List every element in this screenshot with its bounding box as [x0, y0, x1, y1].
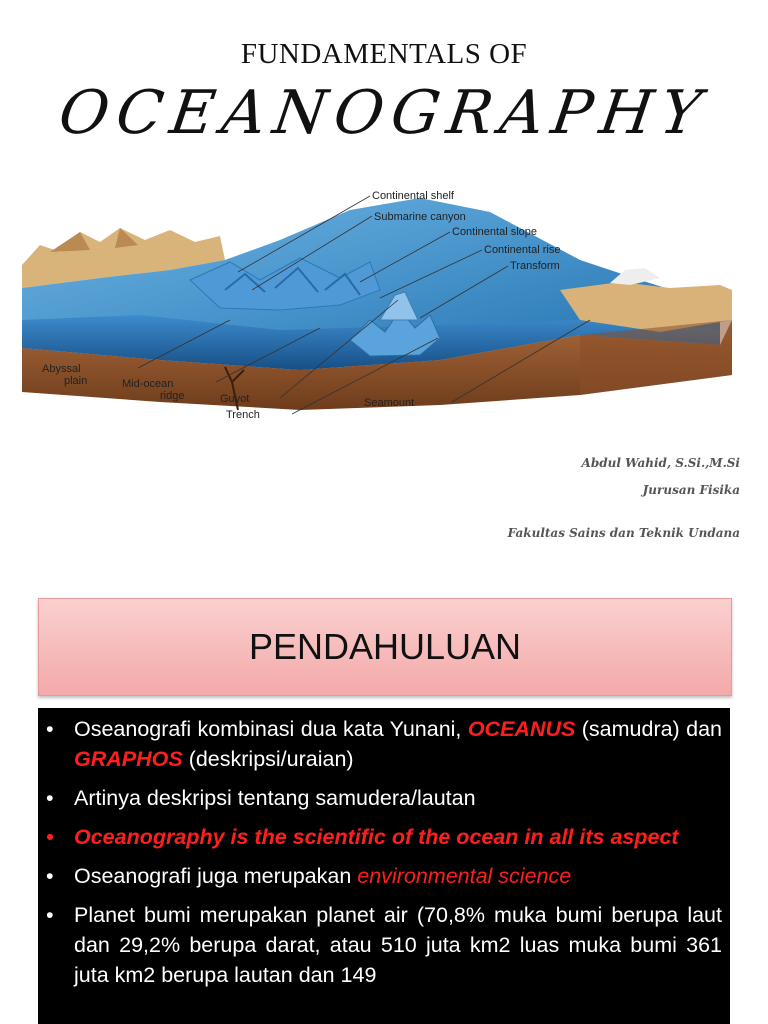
department: Jurusan Fisika: [642, 483, 740, 497]
main-title: OCEANOGRAPHY: [54, 78, 714, 148]
slide-heading: PENDAHULUAN: [248, 626, 522, 667]
label-trench: Trench: [226, 409, 260, 421]
heading-banner: [38, 598, 732, 696]
bullet-icon: •: [46, 786, 54, 810]
list-item: • Artinya deskripsi tentang samudera/lautan: [38, 783, 722, 813]
graphos-term: GRAPHOS: [74, 747, 183, 771]
environmental-science-term: environmental science: [357, 864, 572, 888]
list-item: [38, 822, 722, 852]
list-item: • Oseanografi juga merupakan environmental science: [38, 861, 722, 891]
bullet-icon: •: [46, 717, 54, 741]
bullet-icon: •: [46, 864, 54, 888]
label-guyot: Guyot: [220, 393, 250, 405]
intro-slide: [0, 580, 768, 1024]
label-abyssal: Abyssal: [42, 363, 81, 375]
label-transform: Transform: [510, 260, 560, 272]
label-continental-slope: Continental slope: [452, 226, 538, 238]
list-item: • Planet bumi merupakan planet air (70,8% muka bumi berupa laut dan 29,2% berupa darat, atau 510 juta km2 luas muka bumi 361 juta km2 berupa lautan dan 149: [38, 900, 722, 990]
faculty: Fakultas Sains dan Teknik Undana: [507, 526, 740, 540]
label-mid-ocean: Mid-ocean: [122, 378, 174, 390]
author-name: Abdul Wahid, S.Si.,M.Si: [581, 456, 740, 470]
label-plain: plain: [64, 375, 88, 387]
label-ridge: ridge: [160, 390, 185, 402]
bullet-list: [38, 714, 722, 990]
subtitle: FUNDAMENTALS OF: [240, 38, 528, 70]
label-submarine-canyon: Submarine canyon: [374, 211, 466, 223]
definition-text: Oceanography is the scientific of the ocean in all its aspect: [74, 825, 679, 849]
label-seamount: Seamount: [364, 397, 415, 409]
oceanus-term: OCEANUS: [467, 717, 576, 741]
content-panel: [38, 708, 730, 1024]
bullet-icon: •: [46, 825, 54, 849]
label-continental-shelf: Continental shelf: [372, 190, 454, 202]
ocean-floor-diagram: [20, 170, 740, 425]
bullet-icon: •: [46, 903, 54, 927]
list-item: • Oseanografi kombinasi dua kata Yunani, OCEANUS (samudra) dan GRAPHOS (deskripsi/uraian): [38, 714, 722, 774]
label-continental-rise: Continental rise: [484, 244, 561, 256]
